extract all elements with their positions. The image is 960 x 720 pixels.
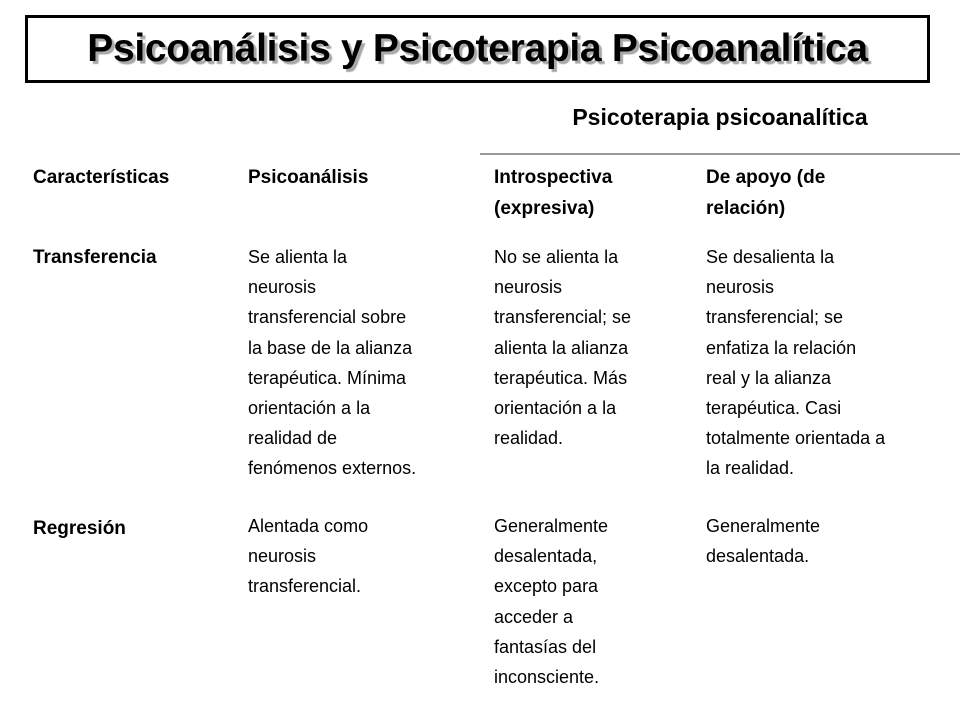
row-header-regresion: Regresión <box>33 518 126 539</box>
column-header-caracteristicas: Características <box>33 167 170 188</box>
row-header-transferencia: Transferencia <box>33 247 157 268</box>
page-title: Psicoanálisis y Psicoterapia Psicoanalítica <box>87 27 868 70</box>
table-cell: Generalmente desalentada, excepto para acceder a fantasías del inconsciente. <box>494 516 609 688</box>
column-header-introspectiva: Introspectiva (expresiva) <box>494 167 613 219</box>
group-header: Psicoterapia psicoanalítica <box>572 104 868 130</box>
table-cell: Se desalienta la neurosis transferencial; se enfatiza la relación real y la alianza terapéutica. Casi totalmente orientada a la realidad. <box>706 247 886 479</box>
table-cell: Se alienta la neurosis transferencial sobre la base de la alianza terapéutica. Mínima orientación a la realidad de fenómenos externos. <box>248 247 417 479</box>
table-cell: Alentada como neurosis transferencial. <box>248 516 369 597</box>
table-cell: Generalmente desalentada. <box>706 516 821 567</box>
table-cell: No se alienta la neurosis transferencial; se alienta la alianza terapéutica. Más orientación a la realidad. <box>494 247 632 449</box>
column-header-de-apoyo: De apoyo (de relación) <box>706 167 826 219</box>
column-header-psicoanalisis: Psicoanálisis <box>248 167 369 188</box>
group-header-divider <box>480 153 960 155</box>
title-box <box>25 15 930 83</box>
